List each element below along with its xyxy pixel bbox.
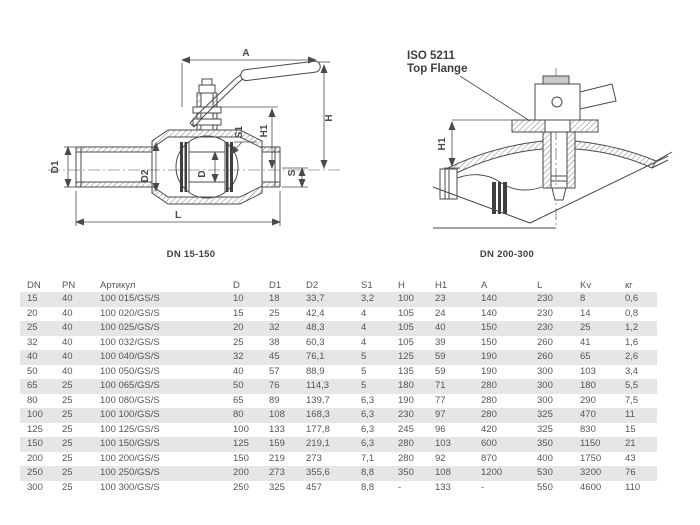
table-cell: 25 bbox=[62, 409, 73, 420]
table-cell: 230 bbox=[537, 322, 553, 333]
table-cell: 105 bbox=[398, 307, 414, 319]
table-cell: 1750 bbox=[580, 452, 602, 464]
table-body bbox=[20, 292, 657, 495]
table-cell: 4 bbox=[361, 322, 367, 333]
table-cell: 92 bbox=[435, 452, 446, 464]
table-row bbox=[20, 321, 657, 336]
table-cell: 71 bbox=[435, 380, 446, 391]
table-cell: 140 bbox=[481, 307, 497, 319]
table-cell: 245 bbox=[398, 423, 414, 435]
column-header: DN bbox=[27, 280, 41, 291]
table-cell: 125 bbox=[27, 423, 43, 435]
table-cell: 50 bbox=[27, 365, 38, 377]
note-leader-line bbox=[460, 76, 530, 121]
table-cell: 41 bbox=[580, 336, 591, 348]
table-cell: 60,3 bbox=[306, 336, 325, 348]
table-cell: 76 bbox=[269, 380, 280, 391]
iso-5211-note bbox=[407, 50, 467, 76]
dim-label-d1: D1 bbox=[50, 160, 61, 174]
table-cell: 1150 bbox=[580, 438, 601, 449]
column-header: кг bbox=[625, 280, 633, 291]
table-cell: 100 015/GS/S bbox=[100, 293, 160, 304]
left-valve-drawing bbox=[30, 15, 360, 265]
table-cell: 280 bbox=[398, 452, 414, 464]
table-row bbox=[20, 365, 657, 380]
table-cell: 150 bbox=[481, 322, 497, 333]
table-cell: 139,7 bbox=[306, 394, 330, 406]
table-cell: 280 bbox=[481, 380, 497, 391]
dim-label-a: A bbox=[242, 48, 250, 59]
table-cell: 11 bbox=[625, 409, 635, 420]
table-cell: 100 020/GS/S bbox=[100, 307, 160, 319]
table-cell: 100 bbox=[27, 409, 43, 420]
table-cell: 59 bbox=[435, 351, 446, 362]
table-cell: 280 bbox=[481, 394, 497, 406]
top-flange bbox=[512, 120, 598, 132]
table-cell: 159 bbox=[269, 438, 285, 449]
table-cell: 273 bbox=[269, 467, 285, 478]
table-cell: 65 bbox=[27, 380, 38, 391]
table-cell: 76 bbox=[625, 467, 636, 478]
table-row bbox=[20, 379, 657, 394]
table-cell: 33,7 bbox=[306, 293, 325, 304]
table-cell: 40 bbox=[233, 365, 244, 377]
table-cell: 350 bbox=[398, 467, 414, 478]
table-row bbox=[20, 394, 657, 409]
table-cell: 190 bbox=[481, 365, 497, 377]
table-cell: 42,4 bbox=[306, 307, 325, 319]
table-cell: 870 bbox=[481, 452, 497, 464]
table-cell: 114,3 bbox=[306, 380, 330, 391]
dim-label-d2: D2 bbox=[140, 169, 151, 183]
table-cell: 4600 bbox=[580, 481, 602, 493]
table-cell: 40 bbox=[62, 365, 73, 377]
table-cell: 45 bbox=[269, 351, 280, 362]
table-cell: 260 bbox=[537, 351, 553, 362]
table-cell: 40 bbox=[62, 322, 73, 333]
table-cell: 25 bbox=[62, 423, 73, 435]
table-cell: 280 bbox=[398, 438, 414, 449]
iso-5211-note-line2: Top Flange bbox=[407, 63, 468, 75]
column-header: D bbox=[233, 280, 240, 291]
table-cell: 77 bbox=[435, 394, 446, 406]
table-cell: 7,5 bbox=[625, 394, 639, 406]
table-cell: 830 bbox=[580, 423, 596, 435]
table-cell: 100 100/GS/S bbox=[100, 409, 160, 420]
table-cell: 1,6 bbox=[625, 336, 639, 348]
table-cell: 230 bbox=[398, 409, 414, 420]
table-cell: 100 bbox=[398, 293, 414, 304]
dim-label-l: L bbox=[174, 210, 182, 221]
table-cell: 25 bbox=[62, 452, 73, 464]
table-cell: 150 bbox=[481, 336, 497, 348]
table-cell: 40 bbox=[27, 351, 38, 362]
table-cell: 168,3 bbox=[306, 409, 330, 420]
column-header: PN bbox=[62, 280, 76, 291]
table-cell: 325 bbox=[537, 423, 553, 435]
table-cell: 550 bbox=[537, 481, 553, 493]
table-cell: 133 bbox=[435, 481, 451, 493]
table-cell: 100 150/GS/S bbox=[100, 438, 160, 449]
table-row bbox=[20, 408, 657, 423]
flange-geometry bbox=[433, 68, 672, 228]
table-cell: 39 bbox=[435, 336, 446, 348]
table-cell: 25 bbox=[580, 322, 591, 333]
table-cell: 40 bbox=[62, 293, 73, 304]
right-figure-caption: DN 200-300 bbox=[479, 249, 535, 260]
table-cell: 88,9 bbox=[306, 365, 325, 377]
table-cell: 110 bbox=[625, 481, 641, 493]
table-cell: 300 bbox=[537, 394, 553, 406]
table-cell: 420 bbox=[481, 423, 497, 435]
table-cell: 4 bbox=[361, 307, 367, 319]
table-cell: 190 bbox=[398, 394, 414, 406]
table-cell: 0,6 bbox=[625, 293, 639, 304]
table-cell: 65 bbox=[580, 351, 591, 362]
stem-cap bbox=[543, 76, 569, 84]
dim-label-s: S bbox=[287, 169, 298, 177]
table-cell: 219 bbox=[269, 452, 285, 464]
table-cell: 3,4 bbox=[625, 365, 639, 377]
table-cell: 5 bbox=[361, 380, 367, 391]
table-cell: 32 bbox=[27, 336, 38, 348]
table-cell: 57 bbox=[269, 365, 280, 377]
table-cell: 5,5 bbox=[625, 380, 639, 391]
table-row bbox=[20, 437, 657, 452]
table-cell: 273 bbox=[306, 452, 322, 464]
column-header: D1 bbox=[269, 280, 282, 291]
table-cell: 125 bbox=[233, 438, 249, 449]
table-cell: 103 bbox=[580, 365, 596, 377]
table-cell: 18 bbox=[269, 293, 280, 304]
table-cell: 1200 bbox=[481, 467, 503, 478]
table-cell: 200 bbox=[233, 467, 249, 478]
table-cell: 8,8 bbox=[361, 467, 375, 478]
table-cell: 100 025/GS/S bbox=[100, 322, 160, 333]
table-cell: 6,3 bbox=[361, 394, 375, 406]
table-cell: 40 bbox=[62, 336, 73, 348]
table-cell: 76,1 bbox=[306, 351, 325, 362]
table-cell: 25 bbox=[62, 394, 73, 406]
table-cell: 108 bbox=[435, 467, 451, 478]
table-cell: 108 bbox=[269, 409, 285, 420]
table-cell: 1,2 bbox=[625, 322, 639, 333]
table-cell: 5 bbox=[361, 365, 367, 377]
table-cell: 0,8 bbox=[625, 307, 639, 319]
table-header-row bbox=[20, 279, 657, 292]
table-cell: 470 bbox=[580, 409, 596, 420]
table-cell: 260 bbox=[537, 336, 553, 348]
table-cell: 21 bbox=[625, 438, 636, 449]
table-row bbox=[20, 292, 657, 307]
table-cell: 150 bbox=[233, 452, 249, 464]
table-cell: 400 bbox=[537, 452, 553, 464]
table-cell: 600 bbox=[481, 438, 497, 449]
table-cell: 180 bbox=[398, 380, 414, 391]
left-figure-caption: DN 15-150 bbox=[166, 249, 216, 260]
table-cell: 100 032/GS/S bbox=[100, 336, 160, 348]
table-cell: 25 bbox=[27, 322, 38, 333]
table-header bbox=[20, 279, 657, 292]
table-cell: 6,3 bbox=[361, 438, 375, 449]
table-cell: 100 200/GS/S bbox=[100, 452, 160, 464]
table-cell: 300 bbox=[537, 365, 553, 377]
table-cell: 250 bbox=[27, 467, 43, 478]
table-cell: 6,3 bbox=[361, 423, 375, 435]
column-header: L bbox=[537, 280, 543, 291]
table-cell: 3200 bbox=[580, 467, 602, 478]
table-cell: 219,1 bbox=[306, 438, 330, 449]
valve-body-geometry bbox=[48, 61, 342, 204]
table-cell: 25 bbox=[62, 380, 73, 391]
table-cell: 325 bbox=[537, 409, 553, 420]
table-cell: 59 bbox=[435, 365, 446, 377]
table-cell: 25 bbox=[62, 438, 73, 449]
table-cell: 133 bbox=[269, 423, 285, 435]
table-row bbox=[20, 452, 657, 467]
table-cell: 24 bbox=[435, 307, 446, 319]
table-cell: 105 bbox=[398, 336, 414, 348]
table-cell: 15 bbox=[233, 307, 244, 319]
table-cell: - bbox=[398, 481, 402, 493]
handle-lever bbox=[190, 61, 321, 127]
table-cell: 25 bbox=[62, 467, 73, 478]
column-header: S1 bbox=[361, 280, 373, 291]
table-cell: 20 bbox=[27, 307, 38, 319]
table-cell: 190 bbox=[481, 351, 497, 362]
table-cell: 105 bbox=[398, 322, 414, 333]
column-header: H1 bbox=[435, 280, 448, 291]
table-cell: 350 bbox=[537, 438, 553, 449]
table-cell: 150 bbox=[27, 438, 43, 449]
table-cell: 100 bbox=[233, 423, 249, 435]
table-cell: 457 bbox=[306, 481, 322, 493]
table-cell: 100 125/GS/S bbox=[100, 423, 160, 435]
table-cell: 43 bbox=[625, 452, 636, 464]
table-cell: 40 bbox=[435, 322, 446, 333]
table-cell: 230 bbox=[537, 307, 553, 319]
table-cell: 355,6 bbox=[306, 467, 330, 478]
table-cell: 15 bbox=[625, 423, 636, 435]
table-row bbox=[20, 423, 657, 438]
iso-5211-note-line1: ISO 5211 bbox=[407, 50, 455, 62]
table-cell: 100 065/GS/S bbox=[100, 380, 160, 391]
table-cell: 325 bbox=[269, 481, 285, 493]
dim-label-h1: H1 bbox=[437, 137, 448, 151]
table-cell: 15 bbox=[27, 293, 38, 304]
table-row bbox=[20, 350, 657, 365]
table-cell: 300 bbox=[27, 481, 43, 493]
table-cell: 7,1 bbox=[361, 452, 375, 464]
dim-label-h: H bbox=[324, 114, 335, 122]
table-cell: 6,3 bbox=[361, 409, 375, 420]
table-cell: 100 080/GS/S bbox=[100, 394, 160, 406]
table-cell: 280 bbox=[481, 409, 497, 420]
table-row bbox=[20, 466, 657, 481]
table-cell: 32 bbox=[269, 322, 280, 333]
table-cell: 200 bbox=[27, 452, 43, 464]
table-cell: 25 bbox=[62, 481, 73, 493]
table-cell: 48,3 bbox=[306, 322, 325, 333]
column-header: A bbox=[481, 280, 488, 291]
table-cell: 2,6 bbox=[625, 351, 639, 362]
dimensions-table bbox=[20, 279, 657, 495]
table-cell: 100 050/GS/S bbox=[100, 365, 160, 377]
table-cell: 100 040/GS/S bbox=[100, 351, 160, 362]
table-cell: 125 bbox=[398, 351, 414, 362]
table-cell: 5 bbox=[361, 351, 367, 362]
column-header: Kv bbox=[580, 280, 592, 291]
table-cell: 20 bbox=[233, 322, 244, 333]
table-cell: 250 bbox=[233, 481, 249, 493]
table-cell: 290 bbox=[580, 394, 596, 406]
column-header: D2 bbox=[306, 280, 319, 291]
table-cell: 97 bbox=[435, 409, 446, 420]
column-header: Артикул bbox=[100, 280, 136, 291]
table-cell: - bbox=[481, 481, 485, 493]
table-cell: 10 bbox=[233, 293, 244, 304]
table-cell: 38 bbox=[269, 336, 280, 348]
table-cell: 96 bbox=[435, 423, 446, 435]
dim-label-d: D bbox=[197, 170, 208, 178]
dim-label-h1: H1 bbox=[259, 124, 270, 138]
table-row bbox=[20, 336, 657, 351]
table-cell: 230 bbox=[537, 293, 553, 304]
table-cell: 135 bbox=[398, 365, 414, 377]
dim-label-s1: S1 bbox=[234, 125, 245, 139]
table-cell: 14 bbox=[580, 307, 591, 319]
table-cell: 140 bbox=[481, 293, 497, 304]
table-cell: 80 bbox=[27, 394, 38, 406]
table-cell: 89 bbox=[269, 394, 280, 406]
table-cell: 177,8 bbox=[306, 423, 330, 435]
table-cell: 40 bbox=[62, 307, 73, 319]
table-cell: 25 bbox=[269, 307, 280, 319]
table-cell: 23 bbox=[435, 293, 446, 304]
table-row bbox=[20, 307, 657, 322]
table-row bbox=[20, 481, 657, 496]
table-cell: 50 bbox=[233, 380, 244, 391]
table-cell: 25 bbox=[233, 336, 244, 348]
table-cell: 530 bbox=[537, 467, 553, 478]
handle-stub bbox=[580, 84, 616, 109]
table-cell: 65 bbox=[233, 394, 244, 406]
table-cell: 180 bbox=[580, 380, 596, 391]
table-cell: 4 bbox=[361, 336, 367, 348]
table-cell: 40 bbox=[62, 351, 73, 362]
table-cell: 80 bbox=[233, 409, 244, 420]
table-cell: 100 300/GS/S bbox=[100, 481, 160, 493]
table-cell: 100 250/GS/S bbox=[100, 467, 160, 478]
table-cell: 103 bbox=[435, 438, 451, 449]
table-cell: 3,2 bbox=[361, 293, 375, 304]
table-cell: 8,8 bbox=[361, 481, 375, 493]
column-header: H bbox=[398, 280, 405, 291]
table-cell: 300 bbox=[537, 380, 553, 391]
table-cell: 32 bbox=[233, 351, 244, 362]
table-cell: 8 bbox=[580, 293, 586, 304]
